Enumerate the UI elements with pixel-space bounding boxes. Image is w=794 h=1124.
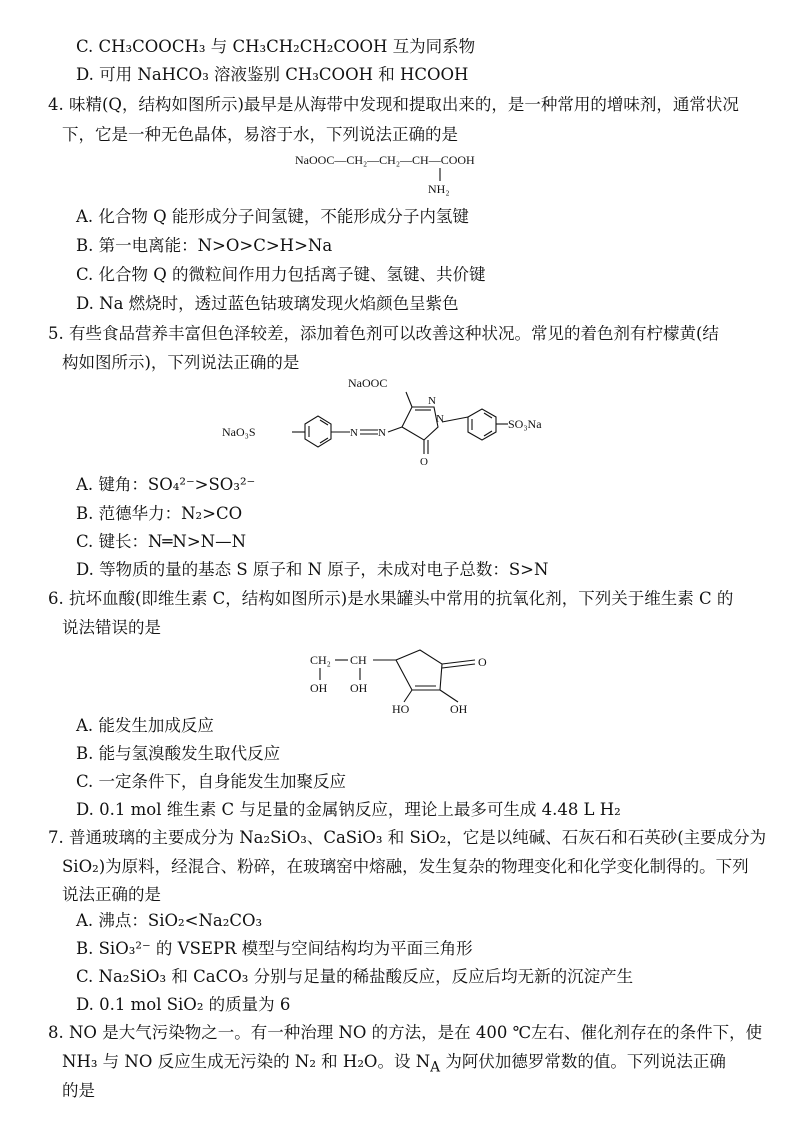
svg-text:N: N	[436, 413, 444, 425]
q3-option-c: C. CH₃COOCH₃ 与 CH₃CH₂CH₂COOH 互为同系物	[76, 37, 476, 56]
q4-chain: NaOOC—CH₂—CH₂—CH—COOH	[295, 153, 475, 167]
q8-stem-line-1: 8. NO 是大气污染物之一。有一种治理 NO 的方法，是在 400 ℃左右、催化剂存在的条件下，使	[48, 1023, 763, 1042]
q8-stem-line-3: 的是	[62, 1081, 95, 1100]
svg-text:N: N	[378, 427, 386, 439]
q6-structure	[300, 642, 520, 717]
q7-stem-line-2: SiO₂)为原料，经混合、粉碎，在玻璃窑中熔融，发生复杂的物理变化和化学变化制得的。下列	[62, 857, 749, 876]
q7-option-a: A. 沸点：SiO₂<Na₂CO₃	[76, 911, 263, 930]
q7-stem-line-3: 说法正确的是	[62, 885, 161, 904]
q6-option-d: D. 0.1 mol 维生素 C 与足量的金属钠反应，理论上最多可生成 4.48 L H₂	[76, 800, 621, 819]
svg-text:O: O	[478, 655, 487, 669]
q6-option-c: C. 一定条件下，自身能发生加聚反应	[76, 772, 347, 791]
q6-stem-line-1: 6. 抗坏血酸(即维生素 C，结构如图所示)是水果罐头中常用的抗氧化剂，下列关于维生素 C 的	[48, 589, 734, 608]
q4-stem-line-1: 4. 味精(Q，结构如图所示)最早是从海带中发现和提取出来的，是一种常用的增味剂，通常状况	[48, 95, 739, 114]
svg-text:OH: OH	[350, 681, 368, 695]
q7-option-d: D. 0.1 mol SiO₂ 的质量为 6	[76, 995, 291, 1014]
q5-stem-line-2: 构如图所示)，下列说法正确的是	[62, 353, 300, 372]
svg-text:NaO₃S: NaO₃S	[222, 425, 256, 439]
q6-option-b: B. 能与氢溴酸发生取代反应	[76, 744, 281, 763]
svg-text:OH: OH	[310, 681, 328, 695]
q4-stem-line-2: 下，它是一种无色晶体，易溶于水，下列说法正确的是	[62, 125, 458, 144]
q5-option-d: D. 等物质的量的基态 S 原子和 N 原子，未成对电子总数：S>N	[76, 560, 549, 579]
svg-text:N: N	[350, 427, 358, 439]
q4-nh2: NH₂	[428, 182, 450, 196]
q3-option-d: D. 可用 NaHCO₃ 溶液鉴别 CH₃COOH 和 HCOOH	[76, 65, 469, 84]
q5-option-b: B. 范德华力：N₂>CO	[76, 504, 243, 523]
svg-text:NaOOC: NaOOC	[348, 376, 388, 390]
q5-option-a: A. 键角：SO₄²⁻>SO₃²⁻	[76, 475, 256, 494]
q4-option-c: C. 化合物 Q 的微粒间作用力包括离子键、氢键、共价键	[76, 265, 486, 284]
svg-text:CH: CH	[350, 653, 367, 667]
q8-stem-line-2: NH₃ 与 NO 反应生成无污染的 N₂ 和 H₂O。设 $N_A$ 为阿伏加德罗常数的值。下列说法正确	[62, 1052, 726, 1076]
svg-text:OH: OH	[450, 702, 468, 716]
q5-option-c: C. 键长：N═N>N—N	[76, 532, 247, 551]
q4-option-b: B. 第一电离能：N>O>C>H>Na	[76, 236, 333, 255]
svg-text:N: N	[428, 395, 436, 407]
q7-option-b: B. SiO₃²⁻ 的 VSEPR 模型与空间结构均为平面三角形	[76, 939, 473, 958]
svg-text:O: O	[420, 456, 428, 467]
q5-stem-line-1: 5. 有些食品营养丰富但色泽较差，添加着色剂可以改善这种状况。常见的着色剂有柠檬黄(结	[48, 324, 719, 343]
q4-structure	[290, 148, 530, 198]
q6-option-a: A. 能发生加成反应	[76, 716, 214, 735]
svg-text:SO₃Na: SO₃Na	[508, 417, 542, 431]
q6-stem-line-2: 说法错误的是	[62, 618, 161, 637]
svg-text:HO: HO	[392, 702, 410, 716]
q7-stem-line-1: 7. 普通玻璃的主要成分为 Na₂SiO₃、CaSiO₃ 和 SiO₂，它是以纯碱、石灰石和石英砂(主要成分为	[48, 828, 767, 847]
svg-text:CH₂: CH₂	[310, 653, 331, 667]
q7-option-c: C. Na₂SiO₃ 和 CaCO₃ 分别与足量的稀盐酸反应，反应后均无新的沉淀产生	[76, 967, 634, 986]
q5-structure	[210, 372, 590, 467]
q4-option-d: D. Na 燃烧时，透过蓝色钴玻璃发现火焰颜色呈紫色	[76, 294, 459, 313]
q4-option-a: A. 化合物 Q 能形成分子间氢键，不能形成分子内氢键	[76, 207, 469, 226]
